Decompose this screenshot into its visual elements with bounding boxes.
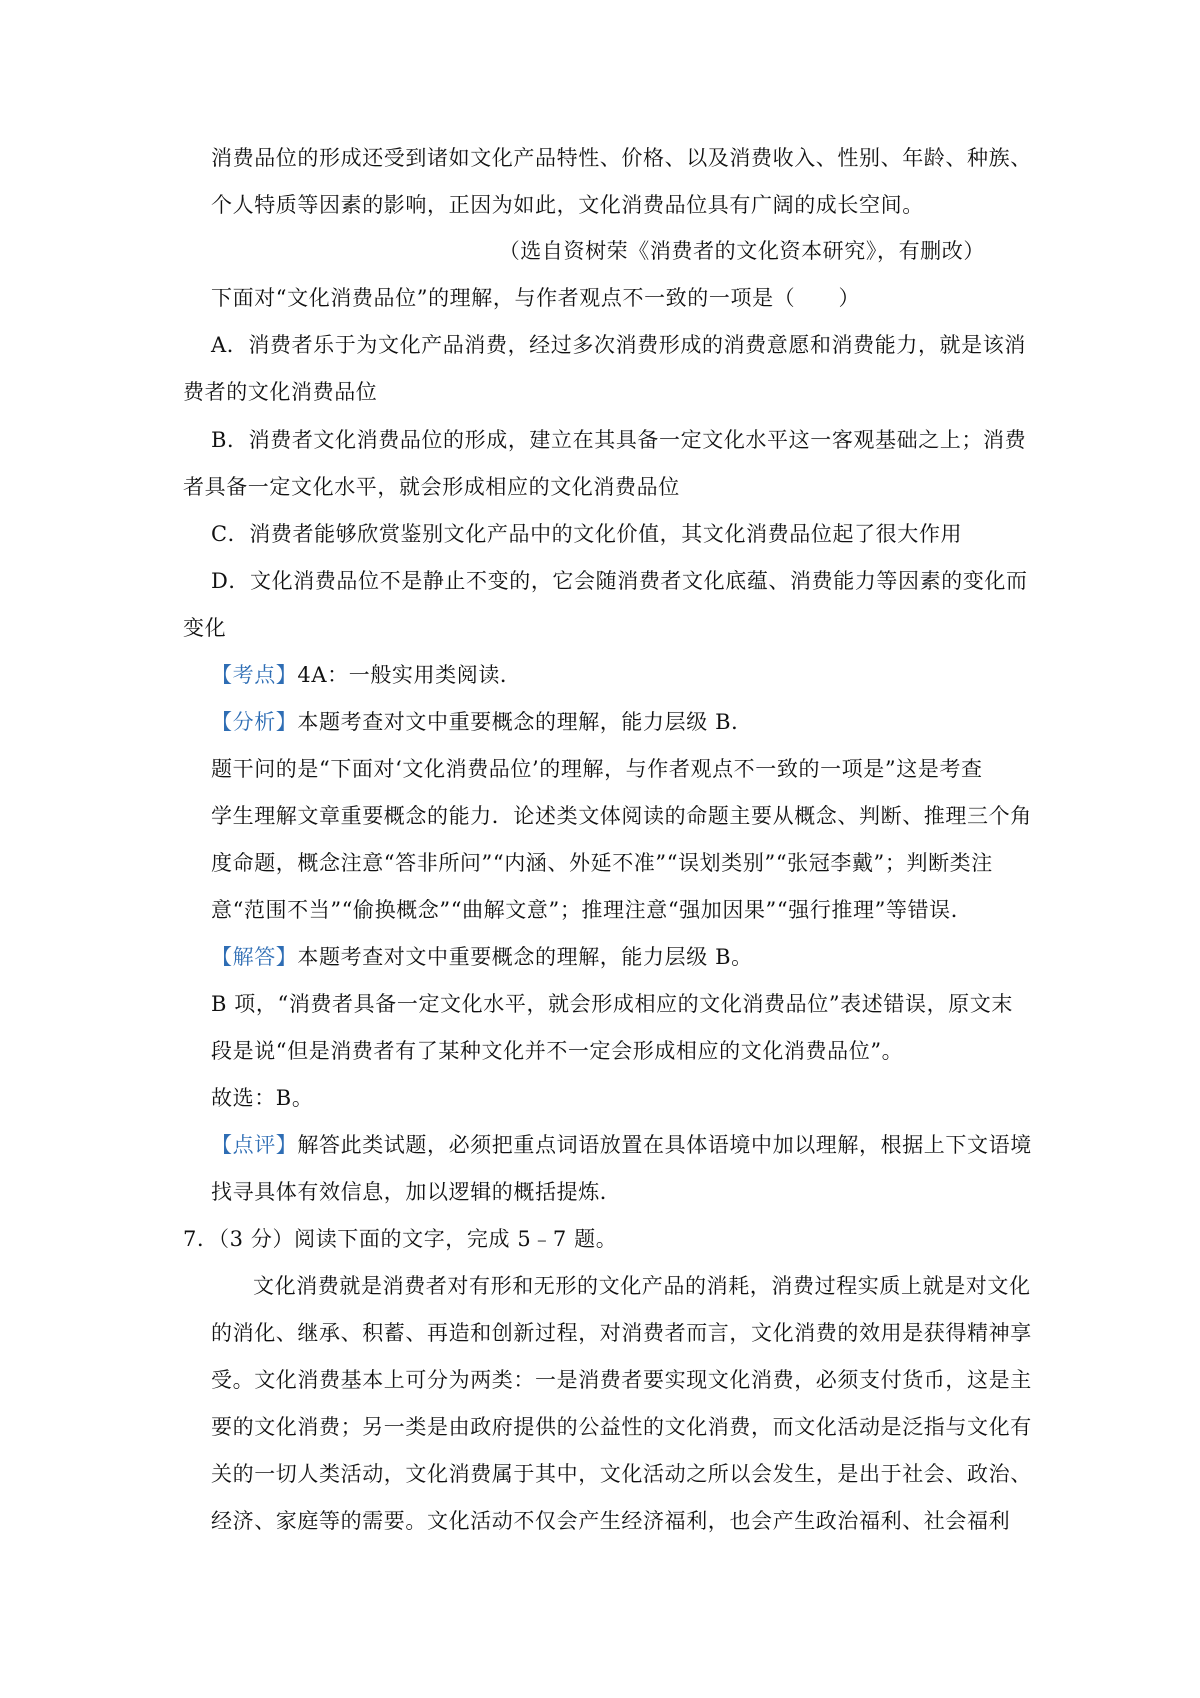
option-a-cont: 费者的文化消费品位 bbox=[183, 380, 378, 404]
jieda-tag: 【解答】 bbox=[211, 945, 298, 969]
fenxi-tag: 【分析】 bbox=[211, 710, 298, 734]
q7-body-line: 受。文化消费基本上可分为两类：一是消费者要实现文化消费，必须支付货币，这是主 bbox=[211, 1368, 1032, 1392]
dianping-text: 解答此类试题，必须把重点词语放置在具体语境中加以理解，根据上下文语境 bbox=[297, 1133, 1032, 1157]
option-c: C．消费者能够欣赏鉴别文化产品中的文化价值，其文化消费品位起了很大作用 bbox=[211, 522, 963, 546]
fenxi-line bbox=[211, 707, 753, 737]
fenxi-body-line: 学生理解文章重要概念的能力．论述类文体阅读的命题主要从概念、判断、推理三个角 bbox=[211, 804, 1032, 828]
jieda-answer: 故选：B。 bbox=[211, 1086, 314, 1110]
fenxi-body-line: 度命题，概念注意“答非所问”“内涵、外延不准”“误划类别”“张冠李戴”；判断类注 bbox=[211, 851, 993, 875]
jieda-body-line: 段是说“但是消费者有了某种文化并不一定会形成相应的文化消费品位”。 bbox=[211, 1039, 904, 1063]
q7-body-line: 要的文化消费；另一类是由政府提供的公益性的文化消费，而文化活动是泛指与文化有 bbox=[211, 1415, 1032, 1439]
q7-body-line: 文化消费就是消费者对有形和无形的文化产品的消耗，消费过程实质上就是对文化 bbox=[253, 1274, 1031, 1298]
q7-body-line: 关的一切人类活动，文化消费属于其中，文化活动之所以会发生，是出于社会、政治、 bbox=[211, 1462, 1032, 1486]
q7-body-line: 经济、家庭等的需要。文化活动不仅会产生经济福利，也会产生政治福利、社会福利 bbox=[211, 1509, 1011, 1533]
option-b: B．消费者文化消费品位的形成，建立在其具备一定文化水平这一客观基础之上；消费 bbox=[211, 428, 1027, 452]
jieda-text: 本题考查对文中重要概念的理解，能力层级 B。 bbox=[297, 945, 753, 969]
dianping-body-line: 找寻具体有效信息，加以逻辑的概括提炼． bbox=[211, 1180, 622, 1204]
dianping-tag: 【点评】 bbox=[211, 1133, 298, 1157]
kaodian-text: 4A：一般实用类阅读． bbox=[297, 663, 522, 687]
kaodian-line bbox=[211, 660, 522, 690]
jieda-body-line: B 项，“消费者具备一定文化水平，就会形成相应的文化消费品位”表述错误，原文末 bbox=[211, 992, 1013, 1016]
option-d: D．文化消费品位不是静止不变的，它会随消费者文化底蕴、消费能力等因素的变化而 bbox=[211, 569, 1028, 593]
option-a: A．消费者乐于为文化产品消费，经过多次消费形成的消费意愿和消费能力，就是该消 bbox=[211, 333, 1026, 357]
fenxi-text: 本题考查对文中重要概念的理解，能力层级 B． bbox=[297, 710, 753, 734]
q7-body-line: 的消化、继承、积蓄、再造和创新过程，对消费者而言，文化消费的效用是获得精神享 bbox=[211, 1321, 1032, 1345]
option-d-cont: 变化 bbox=[183, 616, 227, 640]
fenxi-body-line: 意“范围不当”“偷换概念”“曲解文意”；推理注意“强加因果”“强行推理”等错误． bbox=[211, 898, 973, 922]
jieda-line bbox=[211, 942, 753, 972]
q7-header: 7．（3 分）阅读下面的文字，完成 5﹣7 题。 bbox=[183, 1227, 618, 1251]
passage-line: 个人特质等因素的影响，正因为如此，文化消费品位具有广阔的成长空间。 bbox=[211, 193, 924, 217]
dianping-line bbox=[211, 1130, 1032, 1160]
question-stem: 下面对“文化消费品位”的理解，与作者观点不一致的一项是（ ） bbox=[211, 286, 861, 310]
fenxi-body-line: 题干问的是“下面对‘文化消费品位’的理解，与作者观点不一致的一项是”这是考查 bbox=[211, 757, 983, 781]
option-b-cont: 者具备一定文化水平，就会形成相应的文化消费品位 bbox=[183, 475, 680, 499]
source-citation: （选自资树荣《消费者的文化资本研究》，有删改） bbox=[498, 239, 985, 263]
kaodian-tag: 【考点】 bbox=[211, 663, 298, 687]
passage-line: 消费品位的形成还受到诸如文化产品特性、价格、以及消费收入、性别、年龄、种族、 bbox=[211, 146, 1032, 170]
